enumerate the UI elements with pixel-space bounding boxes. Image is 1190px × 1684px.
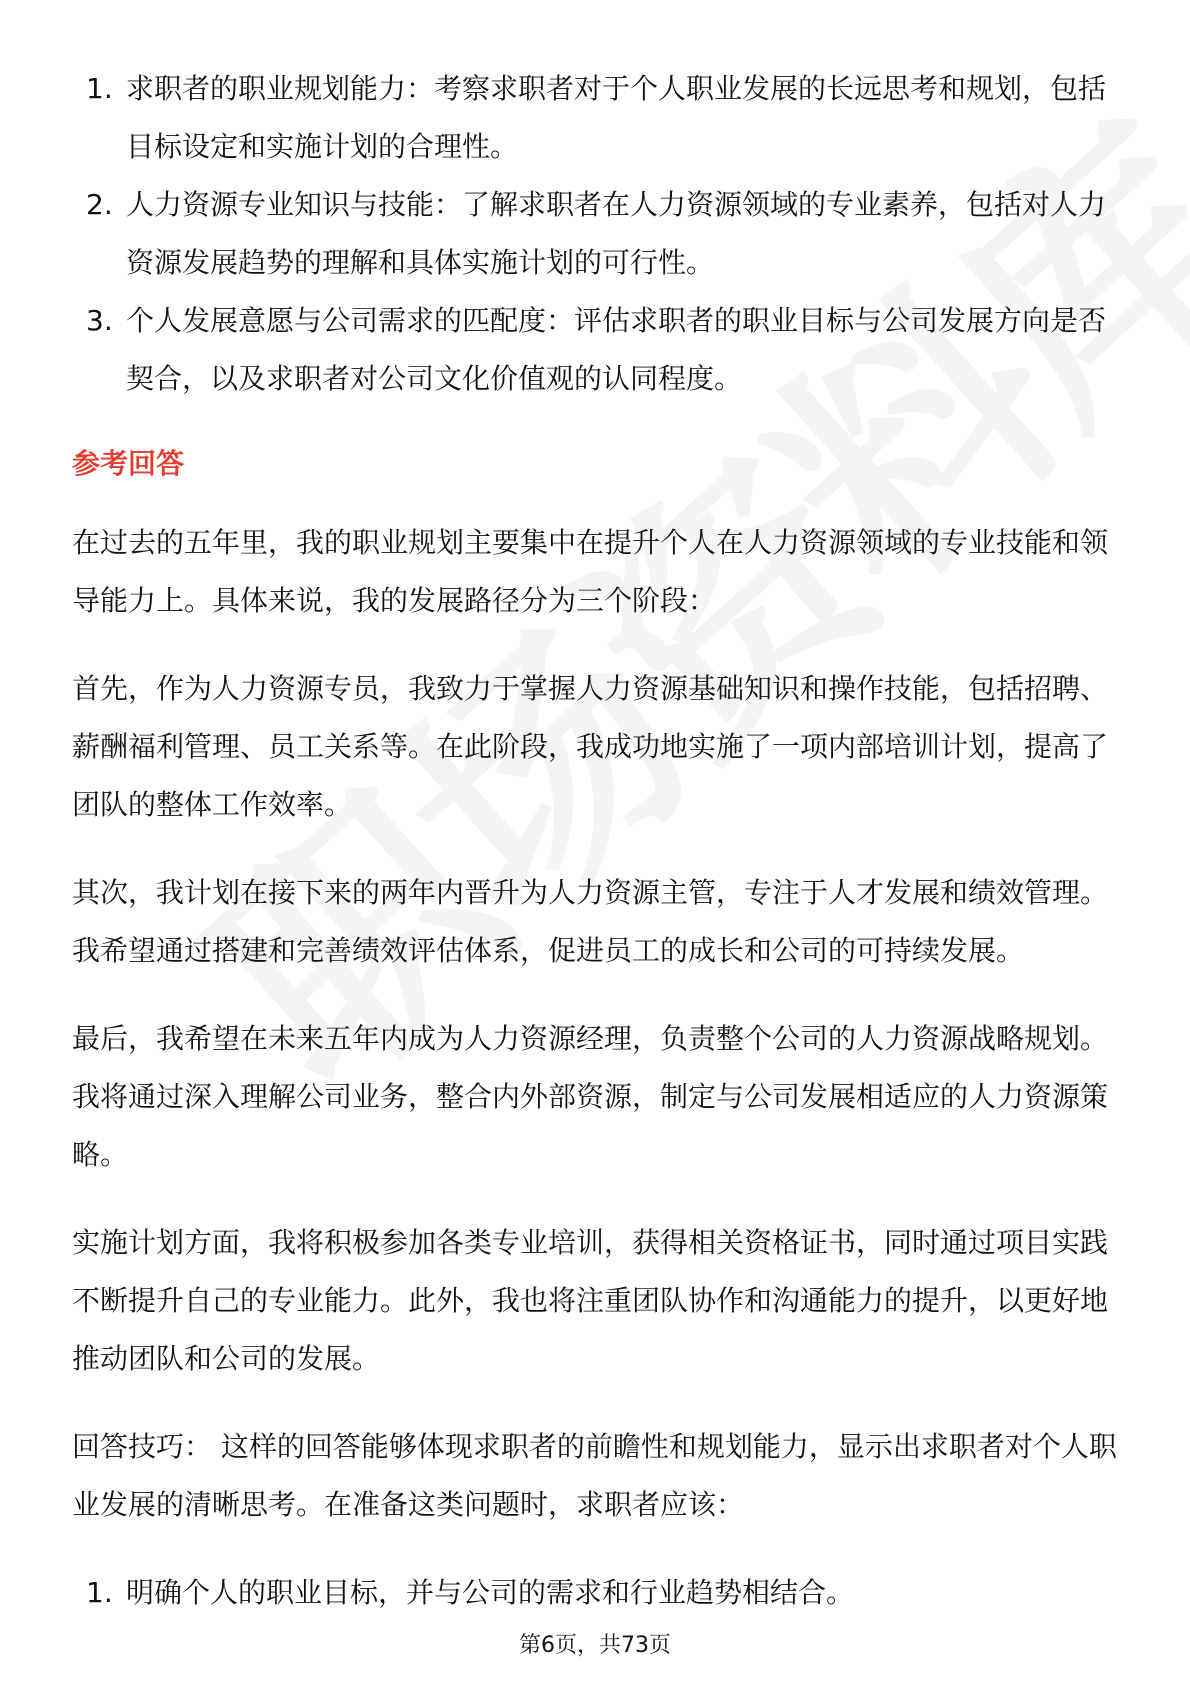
paragraph: 首先，作为人力资源专员，我致力于掌握人力资源基础知识和操作技能，包括招聘、薪酬福利管理、员工关系等。在此阶段，我成功地实施了一项内部培训计划，提高了团队的整体工作效率。 <box>72 672 1109 821</box>
paragraph: 回答技巧： 这样的回答能够体现求职者的前瞻性和规划能力，显示出求职者对个人职业发展的清晰思考。在准备这类问题时，求职者应该： <box>72 1430 1117 1521</box>
list-number: 1. <box>86 72 113 105</box>
section-heading: 参考回答 <box>72 447 185 480</box>
list-number: 2. <box>86 188 113 221</box>
list-item <box>72 292 1122 408</box>
paragraph: 在过去的五年里，我的职业规划主要集中在提升个人在人力资源领域的专业技能和领导能力上。具体来说，我的发展路径分为三个阶段： <box>72 526 1109 617</box>
page-footer: 第6页，共73页 <box>519 1633 671 1658</box>
paragraph: 最后，我希望在未来五年内成为人力资源经理，负责整个公司的人力资源战略规划。我将通过深入理解公司业务，整合内外部资源，制定与公司发展相适应的人力资源策略。 <box>72 1022 1109 1171</box>
list-item <box>72 176 1122 292</box>
list-item <box>72 60 1122 176</box>
list-text: 明确个人的职业目标，并与公司的需求和行业趋势相结合。 <box>126 1576 855 1609</box>
list-text: 求职者的职业规划能力：考察求职者对于个人职业发展的长远思考和规划，包括目标设定和实施计划的合理性。 <box>126 72 1107 163</box>
paragraph: 实施计划方面，我将积极参加各类专业培训，获得相关资格证书，同时通过项目实践不断提升自己的专业能力。此外，我也将注重团队协作和沟通能力的提升，以更好地推动团队和公司的发展。 <box>72 1226 1109 1375</box>
tips-list <box>72 1564 1122 1622</box>
paragraph: 其次，我计划在接下来的两年内晋升为人力资源主管，专注于人才发展和绩效管理。我希望通过搭建和完善绩效评估体系，促进员工的成长和公司的可持续发展。 <box>72 876 1109 967</box>
list-text: 人力资源专业知识与技能：了解求职者在人力资源领域的专业素养，包括对人力资源发展趋势的理解和具体实施计划的可行性。 <box>126 188 1107 279</box>
criteria-list <box>72 60 1122 408</box>
list-item <box>72 1564 1122 1622</box>
list-text: 个人发展意愿与公司需求的匹配度：评估求职者的职业目标与公司发展方向是否契合，以及求职者对公司文化价值观的认同程度。 <box>126 304 1107 395</box>
list-number: 1. <box>86 1576 113 1609</box>
content <box>72 60 1122 1622</box>
list-number: 3. <box>86 304 113 337</box>
